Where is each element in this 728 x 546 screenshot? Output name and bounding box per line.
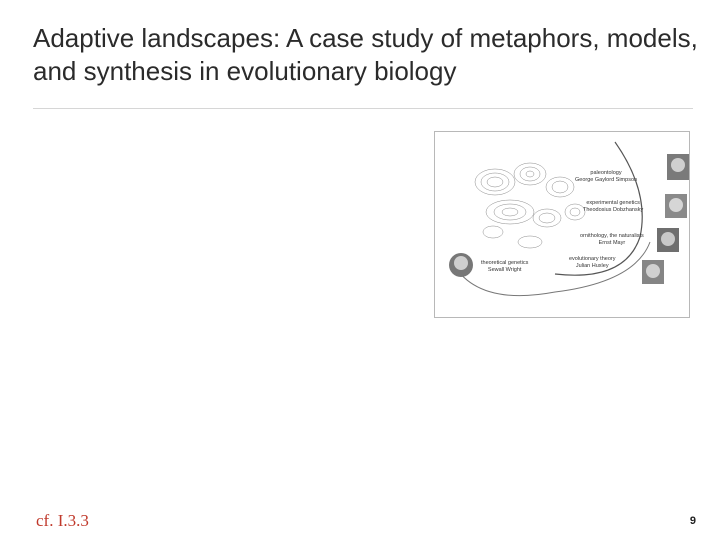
- title-divider: [33, 108, 693, 109]
- synthesis-figure: [434, 131, 690, 318]
- label-evolutionary-theory: evolutionary theory Julian Huxley: [569, 256, 616, 269]
- page-number: 9: [689, 515, 696, 527]
- label-ornithology: ornithology, the naturalists Ernst Mayr: [580, 233, 644, 246]
- adaptive-landscape-contours: [475, 163, 585, 248]
- slide-title: Adaptive landscapes: A case study of metaphors, models, and synthesis in evolutionary biology: [33, 23, 698, 86]
- reference-note: cf. I.3.3: [36, 511, 89, 530]
- label-theoretical-genetics: theoretical genetics Sewall Wright: [481, 260, 529, 273]
- label-paleontology: paleontology George Gaylord Simpson: [575, 170, 638, 183]
- label-experimental-genetics: experimental genetics Theodosius Dobzhansky: [583, 200, 644, 213]
- figure-illustration: [435, 132, 691, 319]
